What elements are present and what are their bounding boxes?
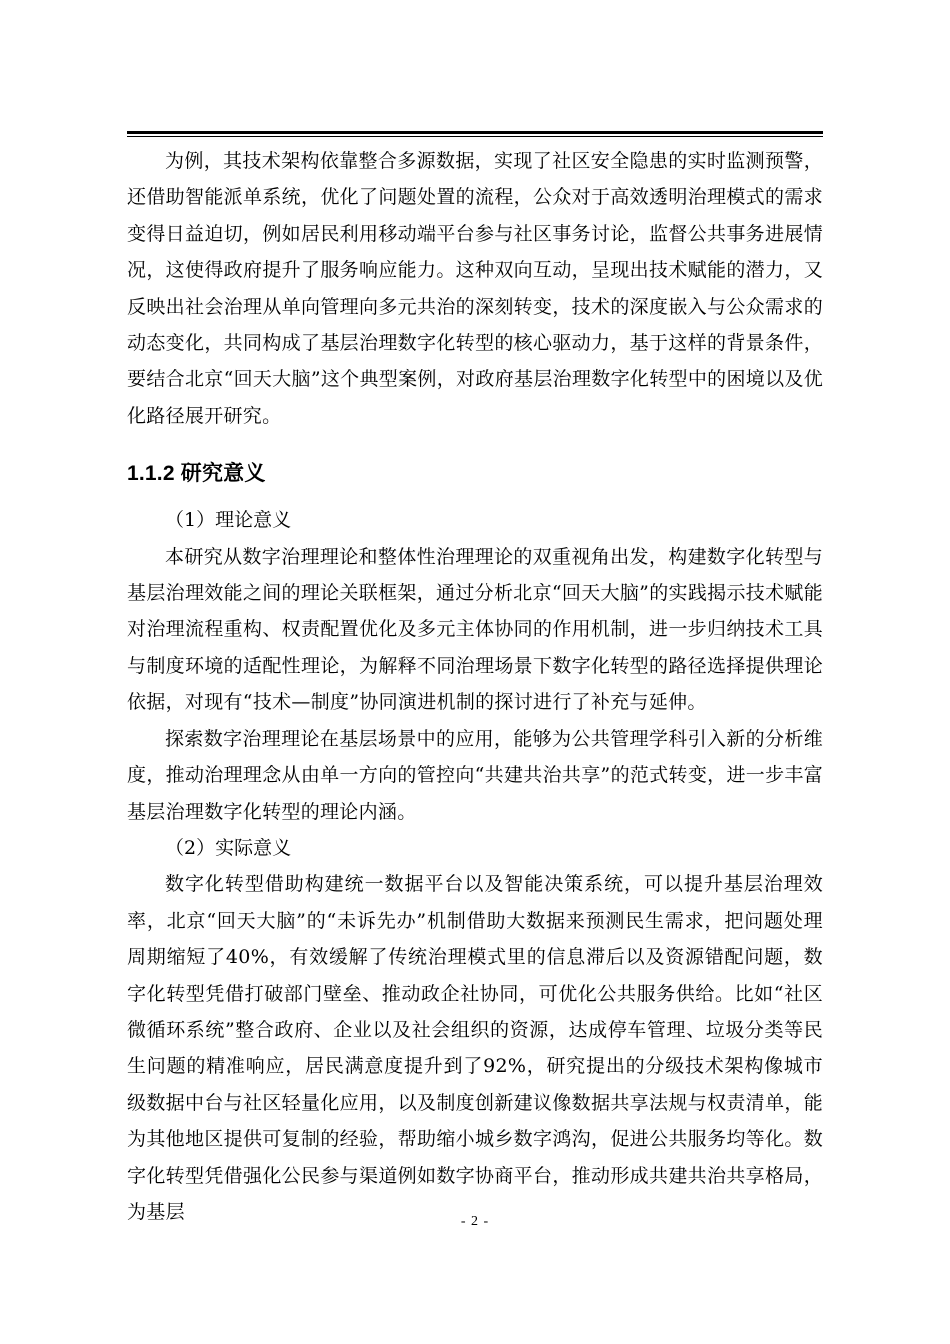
section-heading: 1.1.2 研究意义 [127,462,266,486]
continuation-paragraph: 为例，其技术架构依靠整合多源数据，实现了社区安全隐患的实时监测预警，还借助智能派单系统，优化了问题处置的流程，公众对于高效透明治理模式的需求变得日益迫切，例如居民利用移动端平台参与社区事务讨论，监督公共事务进展情况，这使得政府提升了服务响应能力。这种双向互动，呈现出技术赋能的潜力，又反映出社会治理从单向管理向多元共治的深刻转变，技术的深度嵌入与公众需求的动态变化，共同构成了基层治理数字化转型的核心驱动力，基于这样的背景条件，要结合北京“回天大脑”这个典型案例，对政府基层治理数字化转型中的困境以及优化路径展开研究。 [127,150,823,427]
subsection-heading-practice: （2）实际意义 [165,836,292,859]
subsection-heading-theory: （1）理论意义 [165,509,292,532]
theory-paragraph: 本研究从数字治理理论和整体性治理理论的双重视角出发，构建数字化转型与基层治理效能之间的理论关联框架，通过分析北京“回天大脑”的实践揭示技术赋能对治理流程重构、权责配置优化及多元主体协同的作用机制，进一步归纳技术工具与制度环境的适配性理论，为解释不同治理场景下数字化转型的路径选择提供理论依据，对现有“技术—制度”协同演进机制的探讨进行了补充与延伸。 [127,545,823,714]
header-rule-secondary [127,136,823,137]
page-content [127,143,823,1230]
theory-paragraph-2: 探索数字治理理论在基层场景中的应用，能够为公共管理学科引入新的分析维度，推动治理理念从由单一方向的管控向“共建共治共享”的范式转变，进一步丰富基层治理数字化转型的理论内涵。 [127,727,823,823]
page-number: - 2 - [460,1214,490,1229]
practice-paragraph: 数字化转型借助构建统一数据平台以及智能决策系统，可以提升基层治理效率，北京“回天大脑”的“未诉先办”机制借助大数据来预测民生需求，把问题处理周期缩短了40%，有效缓解了传统治理模式里的信息滞后以及资源错配问题，数字化转型凭借打破部门壁垒、推动政企社协同，可优化公共服务供给。比如“社区微循环系统”整合政府、企业以及社会组织的资源，达成停车管理、垃圾分类等民生问题的精准响应，居民满意度提升到了92%，研究提出的分级技术架构像城市级数据中台与社区轻量化应用，以及制度创新建议像数据共享法规与权责清单，能为其他地区提供可复制的经验，帮助缩小城乡数字鸿沟，促进公共服务均等化。数字化转型凭借强化公民参与渠道例如数字协商平台，推动形成共建共治共享格局，为基层 [127,873,823,1223]
header-rule [127,131,823,134]
